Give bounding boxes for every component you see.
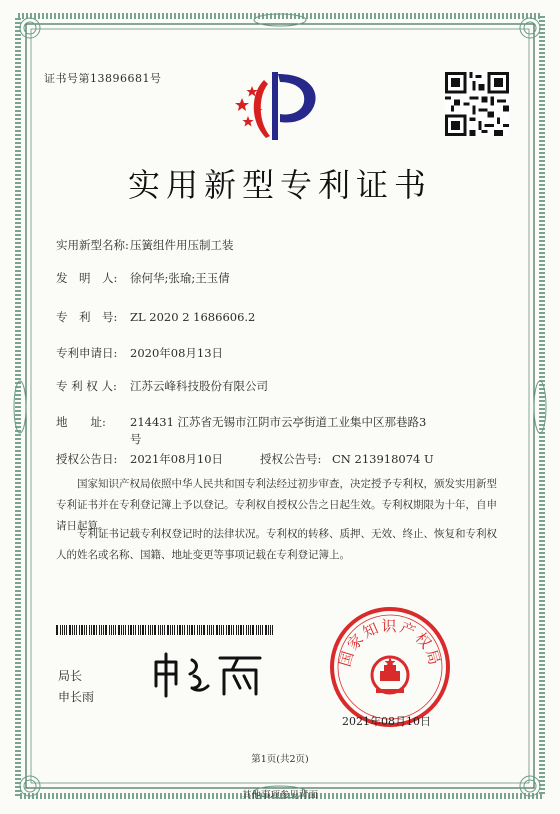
- page-number: 第1页(共2页): [251, 754, 309, 765]
- certificate-number: 证书号第13896681号: [44, 72, 162, 85]
- patent-number-row: [56, 309, 255, 325]
- seal-ring-text: 国家知识产权局: [335, 617, 445, 669]
- barcode-icon: [56, 625, 276, 635]
- field-value: 压簧组件用压制工装: [130, 238, 234, 252]
- field-value: ZL 2020 2 1686606.2: [130, 310, 256, 324]
- patentee-row: [56, 378, 268, 394]
- field-label: 专 利 权 人:: [56, 379, 117, 393]
- grant-statement: 国家知识产权局依照中华人民共和国专利法经过初步审查，决定授予专利权，颁发实用新型专利证书并在专利登记簿上予以登记。专利权自授权公告之日起生效。专利权期限为十年，自申请日起算。: [56, 478, 497, 532]
- field-value: 江苏云峰科技股份有限公司: [130, 379, 268, 393]
- field-value: 徐何华;张瑜;王玉倩: [130, 271, 230, 285]
- field-label: 实用新型名称:: [56, 238, 129, 252]
- legal-status-statement: 专利证书记载专利权登记时的法律状况。专利权的转移、质押、无效、终止、恢复和专利权人的姓名或名称、国籍、地址变更等事项记载在专利登记簿上。: [56, 528, 497, 561]
- announcement-row: [56, 451, 434, 467]
- address-row: [56, 414, 426, 448]
- field-value: 2020年08月13日: [130, 346, 224, 360]
- address-line-2: 号: [130, 432, 142, 446]
- qr-code-icon: [445, 72, 509, 136]
- footer-note: 其他事项参见背面: [241, 790, 318, 801]
- seal-date: 2021年08月10日: [342, 715, 431, 728]
- field-label: 授权公告号:: [260, 452, 322, 466]
- utility-model-name-row: [56, 237, 234, 253]
- field-label: 授权公告日:: [56, 452, 118, 466]
- filing-date-row: [56, 345, 223, 361]
- field-label: 地 址:: [56, 415, 106, 429]
- address-line-1: 214431 江苏省无锡市江阴市云亭街道工业集中区那巷路3: [130, 415, 427, 429]
- field-label: 专 利 号:: [56, 310, 118, 324]
- cnipa-logo-icon: [228, 66, 324, 146]
- official-seal: [328, 605, 452, 729]
- field-label: 发 明 人:: [56, 271, 118, 285]
- signatory-title: 局长: [58, 669, 83, 683]
- inventor-row: [56, 270, 230, 286]
- national-emblem-icon: [372, 657, 408, 693]
- field-value: CN 213918074 U: [332, 452, 434, 466]
- certificate-title: 实用新型专利证书: [127, 166, 432, 204]
- signatory-name: 申长雨: [58, 690, 95, 704]
- field-value: 2021年08月10日: [130, 452, 224, 466]
- field-label: 专利申请日:: [56, 346, 118, 360]
- field-value: [130, 414, 426, 448]
- handwritten-signature: [148, 648, 268, 700]
